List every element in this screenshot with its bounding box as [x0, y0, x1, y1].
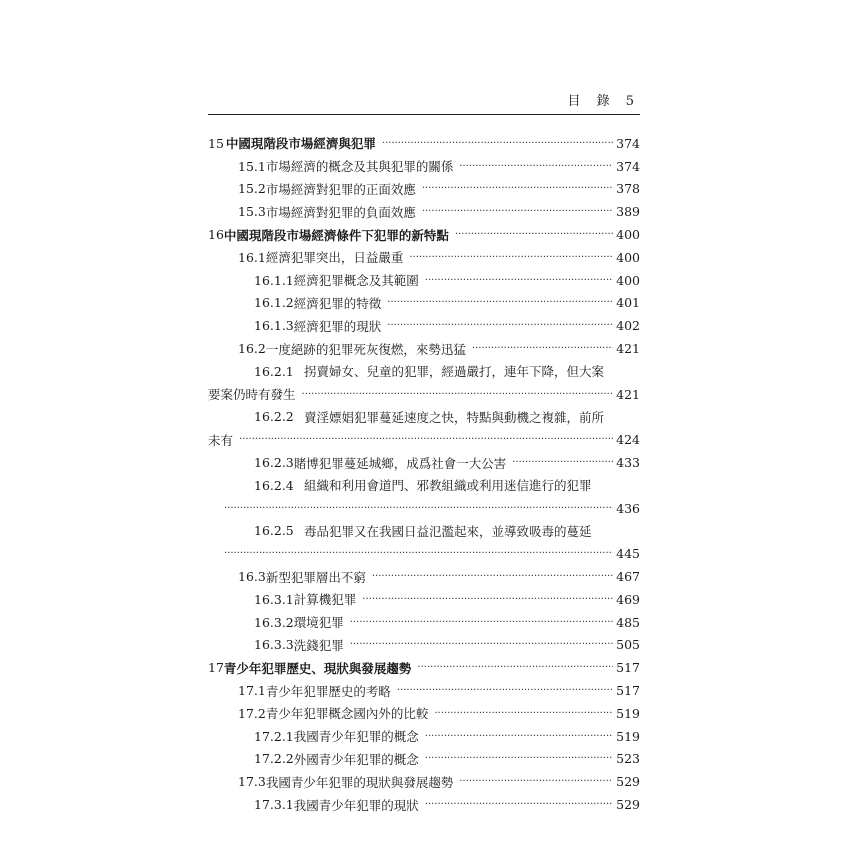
toc-entry-title: 洗錢犯罪 — [293, 637, 344, 653]
toc-entry — [208, 223, 640, 246]
toc-entry — [208, 292, 640, 315]
toc-entry-page: 436 — [616, 500, 640, 516]
toc-entry-title: 經濟犯罪的特徵 — [293, 295, 382, 311]
toc-entry — [208, 155, 640, 178]
toc-entry-number: 16.3.2 — [254, 614, 294, 630]
running-header — [208, 92, 640, 115]
toc-entry — [208, 406, 640, 429]
leader-dots — [350, 639, 613, 650]
table-of-contents — [208, 132, 640, 816]
leader-dots — [455, 229, 613, 240]
toc-entry-page: 421 — [616, 386, 640, 402]
toc-entry-title: 中國現階段市場經濟與犯罪 — [225, 136, 376, 152]
toc-entry — [208, 793, 640, 816]
toc-entry-continuation — [208, 428, 640, 451]
leader-dots — [425, 799, 613, 810]
toc-entry-page: 517 — [616, 660, 640, 676]
leader-dots — [397, 685, 613, 696]
toc-entry-page: 433 — [616, 455, 640, 471]
toc-entry — [208, 565, 640, 588]
leader-dots — [362, 594, 613, 605]
toc-entry-number: 16.1 — [238, 249, 266, 265]
toc-entry-title: 市場經濟對犯罪的正面效應 — [265, 181, 416, 197]
toc-entry-page: 378 — [616, 181, 640, 197]
toc-entry-number: 15.3 — [238, 204, 266, 220]
toc-entry — [208, 451, 640, 474]
toc-entry-number: 16.2 — [238, 341, 266, 357]
toc-entry-title: 一度絕跡的犯罪死灰復燃，來勢迅猛 — [265, 341, 466, 357]
toc-entry-number: 16.3 — [238, 569, 266, 585]
header-title: 目 錄 — [567, 94, 616, 109]
toc-entry-page: 485 — [616, 614, 640, 630]
toc-entry — [208, 178, 640, 201]
toc-entry-title: 計算機犯罪 — [293, 592, 357, 608]
toc-entry-title: 毒品犯罪又在我國日益氾濫起來，並導致吸毒的蔓延 — [304, 523, 592, 539]
toc-entry-page: 523 — [616, 751, 640, 767]
toc-entry-continuation — [208, 542, 640, 565]
toc-entry-page: 529 — [616, 797, 640, 812]
toc-entry — [208, 679, 640, 702]
leader-dots — [417, 662, 613, 673]
toc-entry-page: 469 — [616, 591, 640, 607]
toc-entry-number: 15.1 — [238, 158, 266, 174]
toc-entry-number: 16.2.1 — [254, 363, 294, 379]
toc-entry-title: 經濟犯罪概念及其範圍 — [293, 273, 419, 289]
leader-dots — [422, 206, 613, 217]
toc-entry-number: 17.3.1 — [254, 797, 294, 812]
toc-entry-title: 我國青少年犯罪的現狀與發展趨勢 — [265, 774, 454, 790]
toc-entry-title: 外國青少年犯罪的概念 — [293, 751, 419, 767]
leader-dots — [350, 617, 613, 628]
toc-entry-page: 401 — [616, 295, 640, 311]
toc-entry-page: 445 — [616, 546, 640, 562]
toc-entry-number: 17.2.1 — [254, 728, 294, 744]
leader-dots — [459, 776, 613, 787]
leader-dots — [372, 571, 613, 582]
toc-entry-number: 17.3 — [238, 774, 266, 790]
toc-entry-continuation — [208, 497, 640, 520]
toc-entry — [208, 337, 640, 360]
leader-dots — [434, 708, 613, 719]
toc-entry-title: 市場經濟的概念及其與犯罪的關係 — [265, 159, 454, 175]
toc-entry-number: 16.1.1 — [254, 272, 294, 288]
toc-entry — [208, 520, 640, 543]
toc-entry — [208, 360, 640, 383]
toc-entry-number: 17.2 — [238, 705, 266, 721]
toc-entry — [208, 269, 640, 292]
leader-dots — [387, 297, 613, 308]
leader-dots — [425, 731, 613, 742]
toc-entry-title: 青少年犯罪概念國內外的比較 — [265, 706, 429, 722]
toc-entry-title: 經濟犯罪突出，日益嚴重 — [265, 250, 404, 266]
leader-dots — [512, 457, 613, 468]
leader-dots — [425, 275, 613, 286]
toc-entry-page: 400 — [616, 249, 640, 265]
toc-entry — [208, 474, 640, 497]
leader-dots — [422, 183, 613, 194]
toc-entry-title-continued: 要案仍時有發生 — [208, 387, 296, 403]
toc-entry-number: 16.1.3 — [254, 318, 294, 334]
toc-entry-title: 組織和利用會道門、邪教組織或利用迷信進行的犯罪 — [304, 478, 592, 494]
toc-entry-title: 經濟犯罪的現狀 — [293, 318, 382, 334]
toc-entry-number: 16 — [208, 227, 224, 243]
toc-entry-number: 16.2.4 — [254, 477, 294, 493]
toc-entry-number: 17 — [208, 660, 224, 676]
toc-entry-number: 15.2 — [238, 181, 266, 197]
toc-entry-title: 賣淫嫖娼犯罪蔓延速度之快，特點與動機之複雜，前所 — [304, 409, 605, 425]
leader-dots — [239, 434, 613, 445]
toc-entry-title: 我國青少年犯罪的現狀 — [293, 797, 419, 813]
toc-entry-number: 15 — [208, 135, 224, 151]
toc-entry-page: 505 — [616, 637, 640, 653]
toc-entry-page: 517 — [616, 683, 640, 699]
leader-dots — [224, 548, 613, 559]
toc-entry-title: 拐賣婦女、兒童的犯罪，經過嚴打，連年下降，但大案 — [304, 364, 605, 380]
toc-entry-page: 402 — [616, 318, 640, 334]
toc-entry — [208, 634, 640, 657]
toc-entry-title: 賭博犯罪蔓延城鄉，成爲社會一大公害 — [293, 455, 507, 471]
toc-entry-title: 新型犯罪層出不窮 — [265, 569, 366, 585]
leader-dots — [382, 138, 613, 149]
header-page-number: 5 — [625, 94, 640, 109]
toc-entry-title: 青少年犯罪歷史的考略 — [265, 683, 391, 699]
toc-entry-number: 16.2.2 — [254, 409, 294, 425]
toc-entry-number: 16.1.2 — [254, 295, 294, 311]
leader-dots — [472, 343, 613, 354]
toc-entry-number: 16.2.3 — [254, 455, 294, 471]
toc-entry-number: 17.2.2 — [254, 751, 294, 767]
toc-entry-title: 環境犯罪 — [293, 615, 344, 631]
toc-entry — [208, 656, 640, 679]
toc-entry-page: 519 — [616, 728, 640, 744]
toc-entry — [208, 748, 640, 771]
toc-entry-page: 374 — [616, 158, 640, 174]
leader-dots — [302, 389, 613, 400]
toc-entry-page: 374 — [616, 135, 640, 151]
toc-entry-page: 467 — [616, 569, 640, 585]
toc-entry-page: 400 — [616, 227, 640, 243]
toc-entry — [208, 132, 640, 155]
toc-entry — [208, 725, 640, 748]
leader-dots — [224, 503, 613, 514]
toc-entry-title: 市場經濟對犯罪的負面效應 — [265, 204, 416, 220]
leader-dots — [425, 753, 613, 764]
toc-entry-page: 529 — [616, 774, 640, 790]
toc-entry-page: 519 — [616, 705, 640, 721]
toc-entry-continuation — [208, 383, 640, 406]
leader-dots — [409, 252, 613, 263]
toc-entry-number: 16.2.5 — [254, 523, 294, 539]
toc-entry — [208, 588, 640, 611]
toc-entry-title-continued: 未有 — [208, 432, 234, 448]
toc-entry-number: 16.3.3 — [254, 637, 294, 653]
toc-entry-number: 17.1 — [238, 683, 266, 699]
toc-entry — [208, 200, 640, 223]
toc-entry-page: 421 — [616, 341, 640, 357]
toc-entry-number: 16.3.1 — [254, 591, 294, 607]
toc-entry — [208, 611, 640, 634]
leader-dots — [387, 320, 613, 331]
toc-entry-title: 我國青少年犯罪的概念 — [293, 729, 419, 745]
toc-entry-title: 中國現階段市場經濟條件下犯罪的新特點 — [223, 227, 449, 243]
toc-entry-page: 389 — [616, 204, 640, 220]
toc-entry-page: 424 — [616, 432, 640, 448]
toc-entry — [208, 770, 640, 793]
leader-dots — [459, 161, 613, 172]
toc-entry — [208, 702, 640, 725]
toc-entry — [208, 246, 640, 269]
toc-entry-page: 400 — [616, 272, 640, 288]
toc-entry — [208, 314, 640, 337]
toc-entry-title: 青少年犯罪歷史、現狀與發展趨勢 — [223, 660, 412, 676]
